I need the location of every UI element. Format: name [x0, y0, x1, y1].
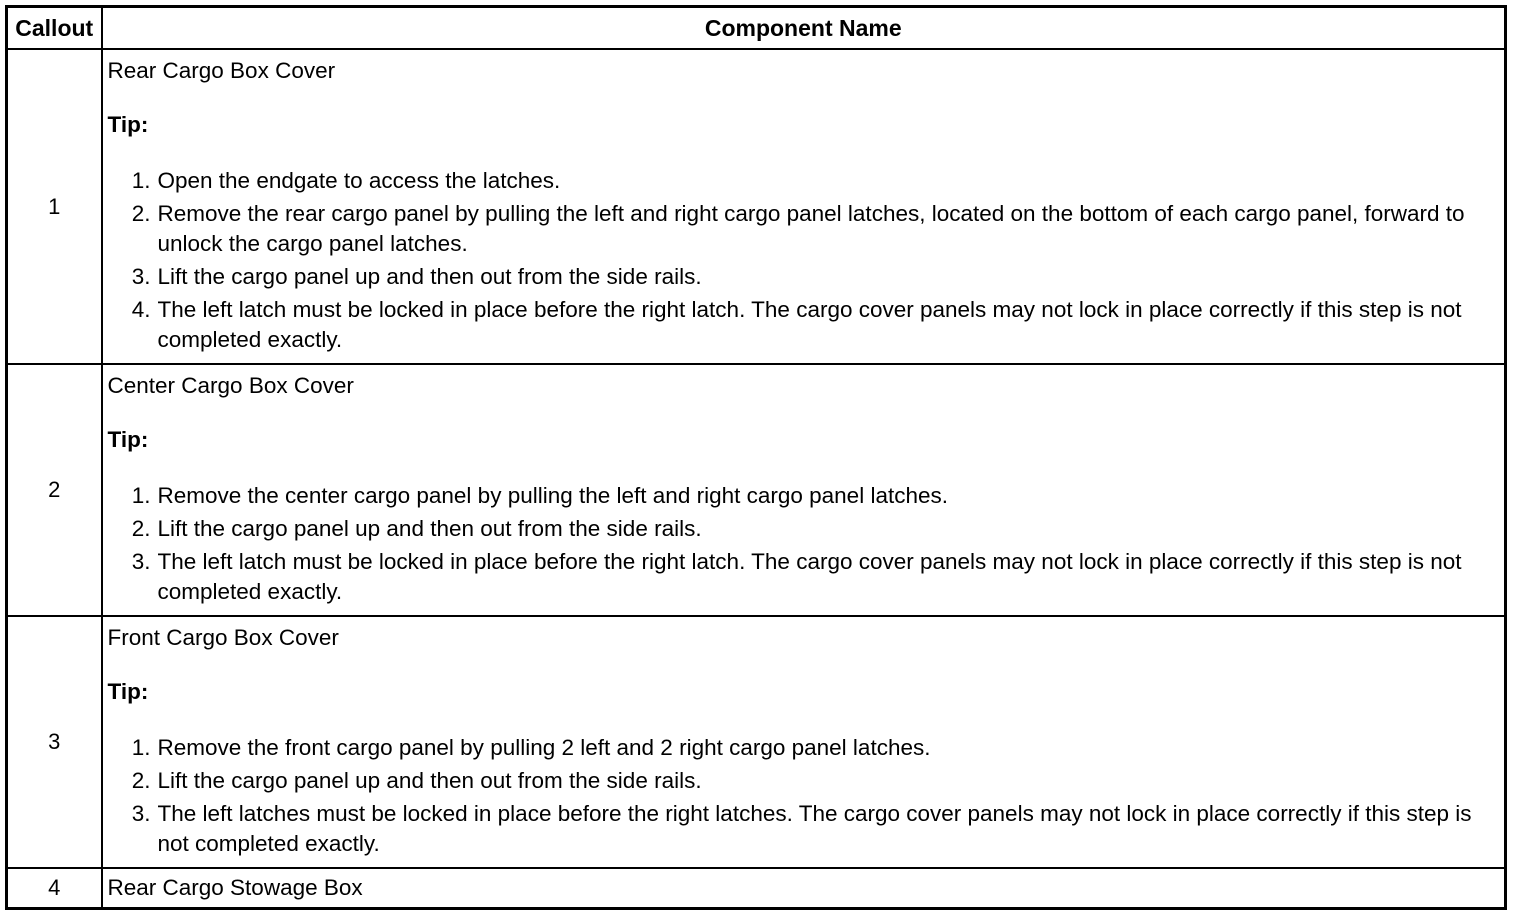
- component-name: Rear Cargo Stowage Box: [107, 875, 363, 900]
- step-number: 3.: [131, 264, 151, 289]
- step-number: 2.: [131, 516, 151, 541]
- step-text: Remove the front cargo panel by pulling 2 left and 2 right cargo panel latches.: [157, 735, 931, 760]
- tip-label: Tip:: [107, 112, 149, 137]
- step-number: 3.: [131, 801, 151, 826]
- tip-label: Tip:: [107, 679, 149, 704]
- list-item: [108, 766, 1491, 796]
- header-component-name: Component Name: [102, 7, 1506, 50]
- step-number: 1.: [131, 168, 151, 193]
- step-number: 4.: [131, 297, 151, 322]
- step-number: 2.: [131, 201, 151, 226]
- header-row: [7, 7, 1506, 50]
- step-text: The left latches must be locked in place before the right latches. The cargo cover panels may not lock in place correctly if this step is not completed exactly.: [157, 801, 1472, 856]
- callout-number: 3: [7, 616, 102, 868]
- component-name: Rear Cargo Box Cover: [107, 58, 336, 83]
- step-number: 3.: [131, 549, 151, 574]
- list-item: [108, 514, 1491, 544]
- component-cell: [102, 49, 1506, 364]
- tip-label: Tip:: [107, 427, 149, 452]
- list-item: [108, 166, 1491, 196]
- callout-number: 4: [7, 868, 102, 909]
- list-item: [108, 799, 1491, 859]
- component-table: [5, 5, 1507, 910]
- step-number: 1.: [131, 735, 151, 760]
- list-item: [108, 547, 1491, 607]
- list-item: [108, 199, 1491, 259]
- callout-number: 1: [7, 49, 102, 364]
- list-item: [108, 733, 1491, 763]
- step-list: [108, 166, 1491, 355]
- step-list: [108, 733, 1491, 859]
- step-text: The left latch must be locked in place before the right latch. The cargo cover panels may not lock in place correctly if this step is not completed exactly.: [157, 297, 1462, 352]
- component-name: Front Cargo Box Cover: [107, 625, 339, 650]
- step-text: Remove the rear cargo panel by pulling the left and right cargo panel latches, located on the bottom of each cargo panel, forward to unlock the cargo panel latches.: [157, 201, 1465, 256]
- step-number: 2.: [131, 768, 151, 793]
- callout-number: 2: [7, 364, 102, 616]
- component-cell: [102, 364, 1506, 616]
- table-row: [7, 364, 1506, 616]
- step-text: The left latch must be locked in place before the right latch. The cargo cover panels may not lock in place correctly if this step is not completed exactly.: [157, 549, 1462, 604]
- list-item: [108, 262, 1491, 292]
- step-text: Remove the center cargo panel by pulling the left and right cargo panel latches.: [157, 483, 948, 508]
- step-text: Lift the cargo panel up and then out from the side rails.: [157, 516, 702, 541]
- step-text: Lift the cargo panel up and then out from the side rails.: [157, 768, 702, 793]
- table-row: [7, 616, 1506, 868]
- step-text: Open the endgate to access the latches.: [157, 168, 561, 193]
- step-list: [108, 481, 1491, 607]
- table-row: [7, 868, 1506, 909]
- list-item: [108, 295, 1491, 355]
- header-callout: Callout: [7, 7, 102, 50]
- component-cell: [102, 616, 1506, 868]
- list-item: [108, 481, 1491, 511]
- step-text: Lift the cargo panel up and then out from the side rails.: [157, 264, 702, 289]
- component-cell: [102, 868, 1506, 909]
- component-name: Center Cargo Box Cover: [107, 373, 354, 398]
- step-number: 1.: [131, 483, 151, 508]
- table-row: [7, 49, 1506, 364]
